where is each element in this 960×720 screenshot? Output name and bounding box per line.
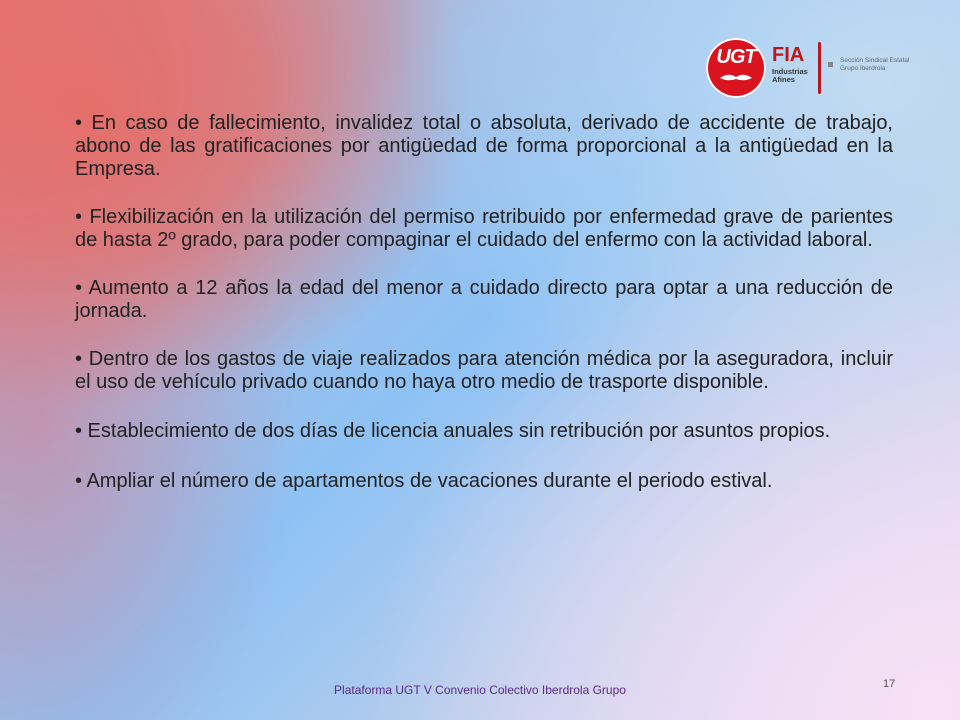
bullet-item: • Establecimiento de dos días de licencia anuales sin retribución por asuntos propios. xyxy=(75,420,831,442)
bullet-item: • Ampliar el número de apartamentos de vacaciones durante el periodo estival. xyxy=(75,470,773,492)
fia-logo-text: FIA xyxy=(772,44,805,66)
bullet-item: • Flexibilización en la utilización del permiso retribuido por enfermedad grave de parientes de hasta 2º grado, para poder compaginar el cuidado del enfermo con la actividad laboral. xyxy=(75,206,893,251)
bullet-item: • Aumento a 12 años la edad del menor a cuidado directo para optar a una reducción de jornada. xyxy=(75,277,893,322)
ugt-fia-logo xyxy=(706,36,936,98)
bullet-item: • En caso de fallecimiento, invalidez total o absoluta, derivado de accidente de trabajo, abono de las gratificaciones por antigüedad de forma proporcional a la antigüedad en la Empresa. xyxy=(75,112,893,180)
bullet-list xyxy=(75,112,893,493)
page-number: 17 xyxy=(883,678,896,690)
handshake-icon xyxy=(718,70,754,84)
logo-square-icon xyxy=(828,62,833,67)
logo-section-text: Sección Sindical Estatal Grupo Iberdrola xyxy=(840,57,910,72)
ugt-logo-text: UGT xyxy=(716,46,756,68)
bullet-item: • Dentro de los gastos de viaje realizados para atención médica por la aseguradora, incluir el uso de vehículo privado cuando no haya otro medio de trasporte disponible. xyxy=(75,348,893,393)
slide-footer: Plataforma UGT V Convenio Colectivo Iberdrola Grupo xyxy=(334,683,626,697)
fia-logo-subtitle: Industrias Afines xyxy=(772,67,808,84)
logo-divider xyxy=(818,42,821,94)
